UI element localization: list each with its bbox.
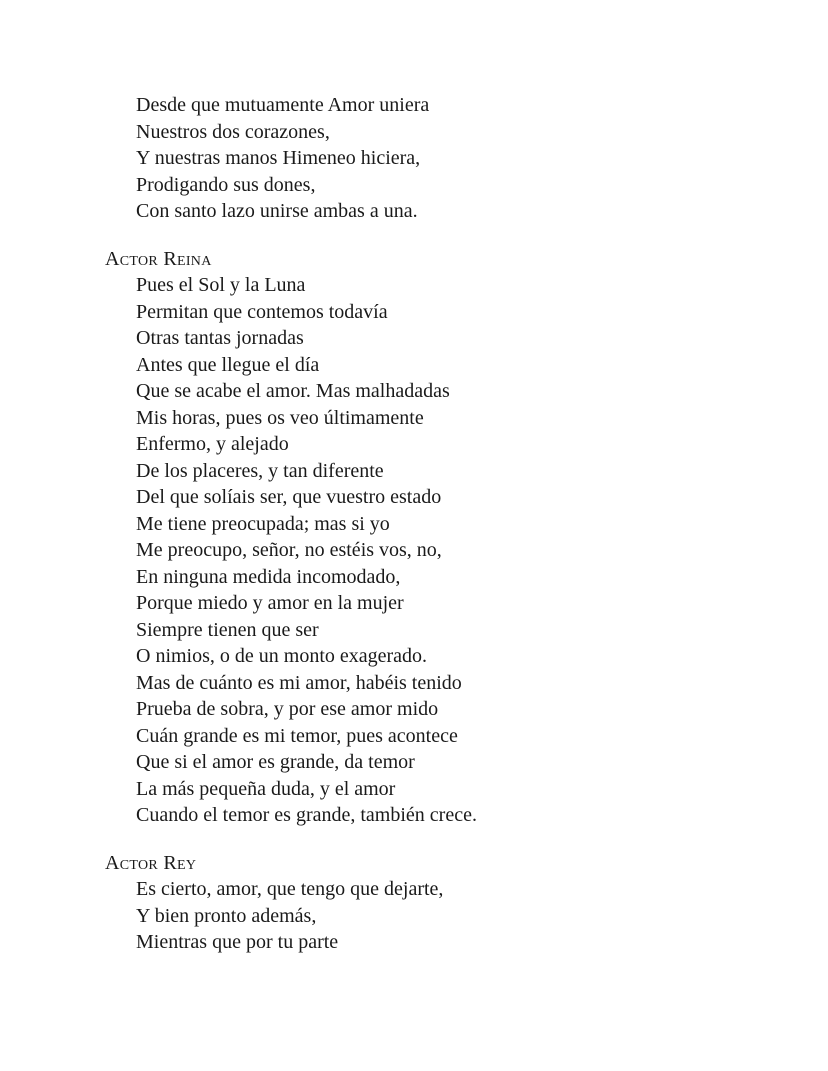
stanza-continuation [105,92,768,225]
verse-line: Y nuestras manos Himeneo hiciera, [136,147,421,169]
verse-line: Mis horas, pues os veo últimamente [136,406,424,429]
verse-line: O nimios, o de un monto exagerado. [136,645,428,667]
verse-line: Es cierto, amor, que tengo que dejarte, [136,878,444,900]
verse-line: La más pequeña duda, y el amor [136,777,396,800]
speech-actor-rey-lines [136,876,768,956]
verse-line: Porque miedo y amor en la mujer [136,592,404,614]
verse-line: Enfermo, y alejado [136,433,289,455]
speaker-heading-actor-rey: Actor Rey [105,851,197,874]
stanza-continuation-lines [136,92,768,225]
speaker-heading-actor-reina: Actor Reina [105,247,212,270]
verse-line: Prodigando sus dones, [136,173,316,196]
verse-line: Y bien pronto además, [136,904,317,927]
verse-line: Que si el amor es grande, da temor [136,751,415,773]
verse-line: Antes que llegue el día [136,353,320,376]
verse-line: Me preocupo, señor, no estéis vos, no, [136,539,442,561]
verse-line: Me tiene preocupada; mas si yo [136,512,390,535]
verse-line: Del que solíais ser, que vuestro estado [136,486,442,508]
verse-line: Siempre tienen que ser [136,618,319,641]
verse-line: Otras tantas jornadas [136,327,304,349]
verse-line: Cuando el temor es grande, también crece. [136,804,477,826]
verse-line: Permitan que contemos todavía [136,300,388,323]
verse-line: Nuestros dos corazones, [136,120,330,143]
verse-line: Que se acabe el amor. Mas malhadadas [136,380,450,402]
verse-line: Mas de cuánto es mi amor, habéis tenido [136,671,462,694]
verse-line: Cuán grande es mi temor, pues acontece [136,724,458,747]
speech-actor-rey [105,850,768,956]
verse-line: Pues el Sol y la Luna [136,274,306,296]
verse-line: Con santo lazo unirse ambas a una. [136,200,418,222]
verse-line: Desde que mutuamente Amor uniera [136,94,430,116]
verse-line: Mientras que por tu parte [136,931,339,953]
speech-actor-reina-lines [136,272,768,829]
verse-line: Prueba de sobra, y por ese amor mido [136,698,439,720]
speech-actor-reina [105,246,768,829]
verse-line: De los placeres, y tan diferente [136,459,384,482]
verse-line: En ninguna medida incomodado, [136,565,401,588]
